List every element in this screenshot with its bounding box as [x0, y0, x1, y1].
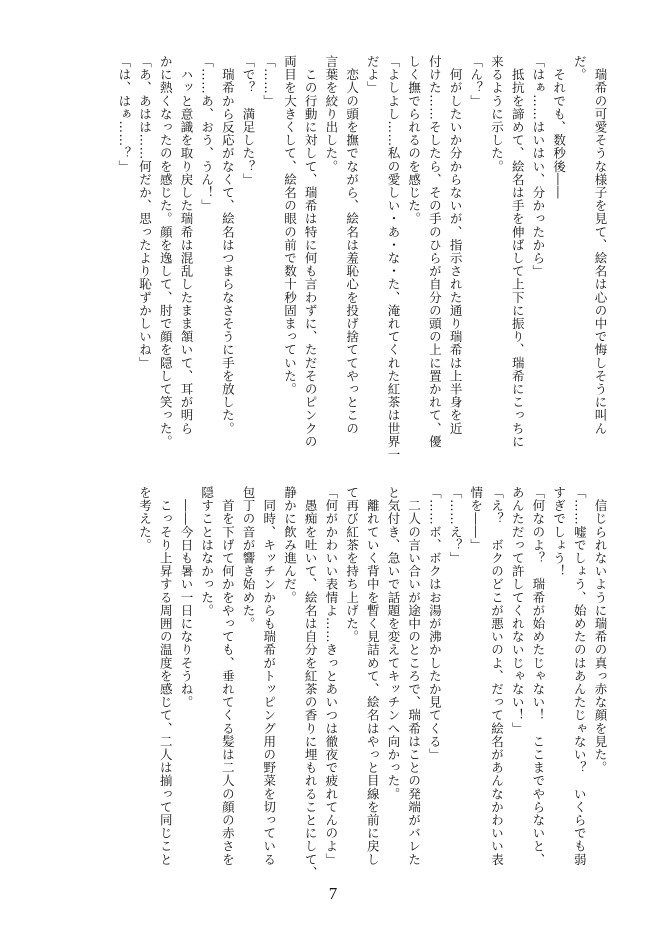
text-column: 「……え？」	[448, 486, 464, 565]
text-column: 隠すことはなかった。	[199, 486, 215, 617]
text-column: 静かに飲み進んだ。	[282, 486, 298, 604]
text-column: 何がしたいか分からないが、指示された通り瑞希は上半身を近	[448, 55, 464, 435]
text-column: 「あ、あはは……何だか、思ったより恥ずかしいね」	[137, 55, 153, 370]
text-column: かに熱くなったのを感じた。顔を逸して、肘で顔を隠して笑った。	[158, 55, 174, 448]
text-column: 「で？ 満足した？」	[241, 55, 257, 186]
text-column: 首を下げて何かをやっても、垂れてくる髪は二人の顔の赤さを	[220, 486, 236, 866]
text-column: この行動に対して、瑞希は特に何も言わずに、ただそのピンクの	[303, 55, 319, 448]
text-column: こっそり上昇する周囲の温度を感じて、二人は揃って同じこと	[158, 486, 174, 866]
text-column: 「何なのよ？ 瑞希が始めたじゃない！ ここまでやらないと、	[530, 486, 546, 866]
text-column: 「ん？」	[468, 55, 484, 108]
text-column: 信じられないように瑞希の真っ赤な顔を見た。	[593, 486, 608, 775]
text-column: 抵抗を諦めて、絵名は手を伸ばして上下に振り、瑞希にこっちに	[510, 55, 526, 448]
text-column: 「はぁ……はいはい、分かったから」	[530, 55, 546, 278]
text-column: 恋人の頭を撫でながら、絵名は羞恥心を投げ捨ててやっとこの	[344, 55, 360, 435]
text-column: あんただって許してくれないじゃない！」	[510, 486, 526, 735]
text-column: だ。	[572, 55, 588, 82]
text-column: 情を――」	[468, 486, 484, 552]
text-column: 包丁の音が響き始めた。	[241, 486, 257, 631]
text-column: 同時、キッチンからも瑞希がトッピング用の野菜を切っている	[261, 486, 277, 866]
text-column: て再び紅茶を持ち上げた。	[344, 486, 360, 644]
text-column: ――今日も暑い一日になりそうね。	[178, 486, 194, 709]
text-column: 愚痴を吐いて、絵名は自分を紅茶の香りに埋もれることにして、	[303, 486, 319, 879]
text-column: 「……」	[261, 55, 277, 108]
text-column: 「……ボ、ボクはお湯が沸かしたか見てくる」	[427, 486, 443, 762]
text-column: 付けた……そしたら、その手のひらが自分の頭の上に置かれて、優	[427, 55, 443, 448]
text-column: 「は、はぁ……？」	[116, 55, 132, 173]
text-column: と気付き、急いで話題を変えてキッチンへ向かった。	[385, 486, 401, 801]
text-column: 両目を大きくして、絵名の眼の前で数十秒固まっていた。	[282, 55, 298, 396]
text-column: だよ」	[365, 55, 381, 95]
text-column: 離れていく背中を暫く見詰めて、絵名はやっと目線を前に戻し	[365, 486, 381, 866]
text-column: 「え？ ボクのどこが悪いのよ、だって絵名があんなかわいい表	[489, 486, 505, 866]
text-column: 「何がかわいい表情よ……きっとあいつは徹夜で疲れてんのよ」	[323, 486, 339, 866]
text-column: しく撫でられるのを感じた。	[406, 55, 422, 226]
text-column: すぎでしょう！	[551, 486, 567, 578]
text-column: ハッと意識を取り戻した瑞希は混乱したまま頷いて、耳が明ら	[178, 55, 194, 435]
text-column: 瑞希の可愛そうな様子を見て、絵名は心の中で悔しそうに叫ん	[593, 55, 608, 435]
text-column: 二人の言い合いが途中のところで、瑞希はことの発端がバレた	[406, 486, 422, 866]
text-column: 「……あ、おう、うん！」	[199, 55, 215, 213]
text-column: を考えた。	[137, 486, 153, 552]
text-column: それでも、数秒後――	[551, 55, 567, 200]
lower-text-block	[134, 486, 610, 879]
text-column: 来るように示した。	[489, 55, 505, 173]
upper-text-block	[113, 55, 610, 462]
text-column: 瑞希から反応がなくて、絵名はつまらなさそうに手を放した。	[220, 55, 236, 435]
page-number: 7	[328, 884, 338, 903]
text-column: 「……嘘でしょう、始めたのはあんたじゃない？ いくらでも弱	[572, 486, 588, 866]
text-column: 言葉を絞り出した。	[323, 55, 339, 173]
text-column: 「よしよし……私の愛しい・あ・な・た、淹れてくれた紅茶は世界一	[385, 55, 401, 462]
